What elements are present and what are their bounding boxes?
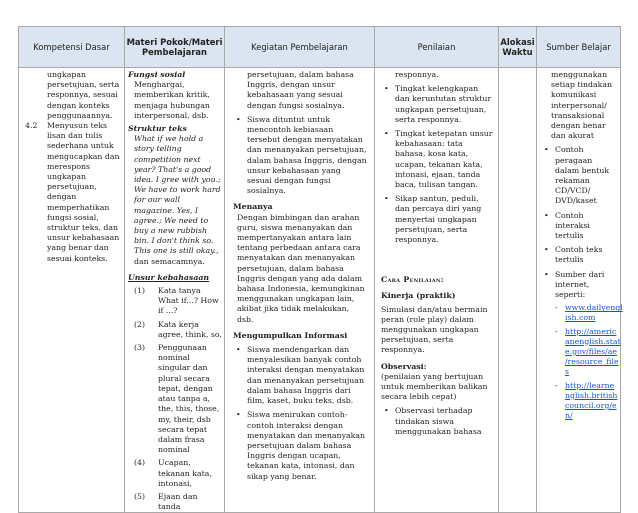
unsur-item [128,492,222,512]
sumber-link-item: - http://americ anenglish.stat e.gov/files/ae /resource_file s [555,326,621,377]
sumber-link-item: - www.dailyengl ish.com [555,303,623,323]
fungsi-text: Menghargai, memberikan kritik, menjaga hubungan interpersonal, dsb. [134,80,210,120]
header-row [19,27,621,68]
struktur-example: What if we hold a story telling competition next year? That's a good idea. I gree with you.; We have to work hard for our wall magazine. Yes, I agree.; We need to buy a new rubbish bin. I don't think so. This one is still okay., [134,134,221,256]
unsur-list [128,286,222,512]
link-americanenglish[interactable]: http://americ anenglish.stat e.gov/files/ae /resource_file s [565,326,621,377]
bullet-icon: • [544,210,549,220]
bullet-icon: • [236,345,241,355]
header-sumber: Sumber Belajar [537,27,621,68]
penilaian-bullet [381,406,494,437]
unsur-title: Unsur kebahasaan [128,272,210,282]
header-materi: Materi Pokok/Materi Pembelajaran [125,27,225,68]
menanya-title: Menanya [233,202,273,212]
materi-cell [125,68,225,513]
bullet-icon: • [544,145,549,155]
sumber-links [541,303,623,421]
unsur-item [128,343,222,455]
bullet-icon: • [236,410,241,420]
link-dailyenglish[interactable]: www.dailyengl ish.com [565,303,623,323]
header-alokasi: Alokasi Waktu [499,27,537,68]
header-kegiatan: Kegiatan Pembelajaran [225,27,375,68]
bullet-icon: • [544,245,549,255]
kd-continuation: ungkapan persetujuan, serta responnya, sesuai dengan konteks penggunaannya. [47,70,120,120]
sumber-cell [537,68,621,513]
unsur-item-num: (5) [134,491,146,501]
unsur-item-text: Kata kerja agree, think, so. [158,319,222,339]
penilaian-bullet [381,129,494,190]
kegiatan-list-1 [233,115,368,197]
kd-text: Menyusun teks lisan dan tulis sederhana untuk mengucapkan dan merespons ungkapan persetujuan, dengan memperhatikan fungsi sosial, struktur teks, dan unsur kebahasaan yang benar dan sesuai konteks. [47,121,120,263]
bullet-icon: • [384,84,389,94]
kegiatan-cont: persetujuan, dalam bahasa Inggris, dengan unsur kebahasaan yang sesuai dengan fungsi sosialnya. [247,70,354,110]
unsur-item-num: (3) [134,343,146,353]
kegiatan-bullet [233,345,368,406]
penilaian-bullet-text: Tingkat ketepatan unsur kebahasaan: tata bahasa, kosa kata, ucapan, tekanan kata, intonasi, ejaan, tanda baca, tulisan tangan. [395,129,493,190]
header-penilaian: Penilaian [375,27,499,68]
penilaian-bullet-text: Tingkat kelengkapan dan keruntutan struktur ungkapan persetujuan, serta responnya. [395,84,492,124]
kegiatan-bullet-text: Siswa dituntut untuk mencontoh kebiasaan tersebut dengan menyatakan dan menanyakan persetujuan, dalam bahasa Inggris, dengan unsur kebahasaan yang sesuai dengan fungsi sosialnya. [247,114,367,196]
kegiatan-bullet-text: Siswa mendengarkan dan menyalesikan banyak contoh interaksi dengan menyatakan dan menanyakan persetujuan dalam bahasa Inggris dari film, kaset, buku teks, dsb. [247,345,365,406]
penilaian-list-1 [381,84,494,245]
penilaian-bullet-text: Observasi terhadap tindakan siswa menggunakan bahasa [395,406,482,436]
unsur-item-num: (1) [134,286,146,296]
link-britishcouncil[interactable]: http://learne nglish.british council.org/e n/ [565,380,618,421]
observasi-title: Observasi: [381,361,427,371]
bullet-icon: • [384,194,389,204]
sumber-link-item: - http://learne nglish.british council.org/e n/ [555,380,618,421]
sumber-item [541,145,617,206]
kegiatan-bullet-text: Siswa menirukan contoh-contoh interaksi dengan menyatakan dan menanyakan persetujuan dalam bahasa Inggris dengan ucapan, tekanan kata, intonasi, dan sikap yang benar. [247,410,366,481]
unsur-item-num: (4) [134,458,146,468]
penilaian-cont: responnya. [395,70,439,79]
mengumpulkan-title: Mengumpulkan Informasi [233,330,348,340]
unsur-item [128,320,222,340]
fungsi-title: Fungsi sosial [128,70,186,79]
struktur-tail: dan semacamnya. [134,256,205,266]
unsur-item [128,458,222,489]
sumber-item-text: Contoh interaksi tertulis [555,210,590,241]
kegiatan-bullet [233,115,368,197]
kinerja-text: Simulasi dan/atau bermain peran (role play) dalam menggunakan ungkapan persetujuan, serta responnya. [381,304,488,355]
unsur-item-num: (2) [134,319,146,329]
unsur-item-text: Kata tanya What if...? How if ...? [158,286,219,316]
sumber-intro: menggunakan setiap tindakan komunikasi interpersonal/ transaksional dengan benar dan akurat [551,70,613,141]
penilaian-bullet [381,84,494,125]
observasi-text: (penilaian yang bertujuan untuk memberikan balikan secara lebih cepat) [381,371,488,402]
syllabus-table [18,26,621,513]
sumber-item-text: Contoh peragaan dalam bentuk rekaman CD/VCD/ DVD/kaset [555,145,610,206]
unsur-item-text: Penggunaan nominal singular dan plural secara tepat, dengan atau tanpa a, the, this, those, my, their, dsb secara tepat dalam frasa nominal [158,343,220,455]
penilaian-cell [375,68,499,513]
unsur-item-text: Ejaan dan tanda [158,491,198,512]
syllabus-page [18,26,623,512]
kegiatan-bullet [233,410,368,481]
penilaian-list-2 [381,406,494,437]
cara-title: Cara Penilaian: [381,275,444,285]
bullet-icon: • [384,129,389,139]
sumber-item [541,211,617,242]
sumber-item-text: Contoh teks tertulis [555,245,603,265]
kegiatan-list-2 [233,345,368,482]
header-kompetensi: Kompetensi Dasar [19,27,125,68]
kd-number: 4.2 [25,121,38,131]
struktur-title: Struktur teks [128,124,187,134]
penilaian-bullet [381,194,494,245]
menanya-text: Dengan bimbingan dan arahan guru, siswa menanyakan dan mempertanyakan antara lain tentang perbedaan antara cara menyatakan dan menanyakan persetujuan, dalam bahasa Inggris dengan yang ada dalam bahasa Indonesia, kemungkinan menggunakan ungkapan lain, akibat jika tidak melakukan, dsb. [237,212,365,324]
bullet-icon: • [384,406,389,416]
sumber-item [541,245,617,265]
sumber-item [541,270,617,301]
unsur-item [128,286,222,317]
content-row [19,68,621,513]
kinerja-title: Kinerja (praktik) [381,291,456,301]
kegiatan-cell [225,68,375,513]
sumber-list [541,145,617,300]
bullet-icon: • [544,269,549,279]
alokasi-cell [499,68,537,513]
unsur-item-text: Ucapan, tekanan kata, intonasi, [158,458,212,488]
kd-cell [19,68,125,513]
sumber-item-text: Sumber dari internet, seperti: [555,269,605,300]
penilaian-bullet-text: Sikap santun, peduli, dan percaya diri yang menyertai ungkapan persetujuan, serta responnya. [395,194,482,245]
bullet-icon: • [236,114,241,124]
